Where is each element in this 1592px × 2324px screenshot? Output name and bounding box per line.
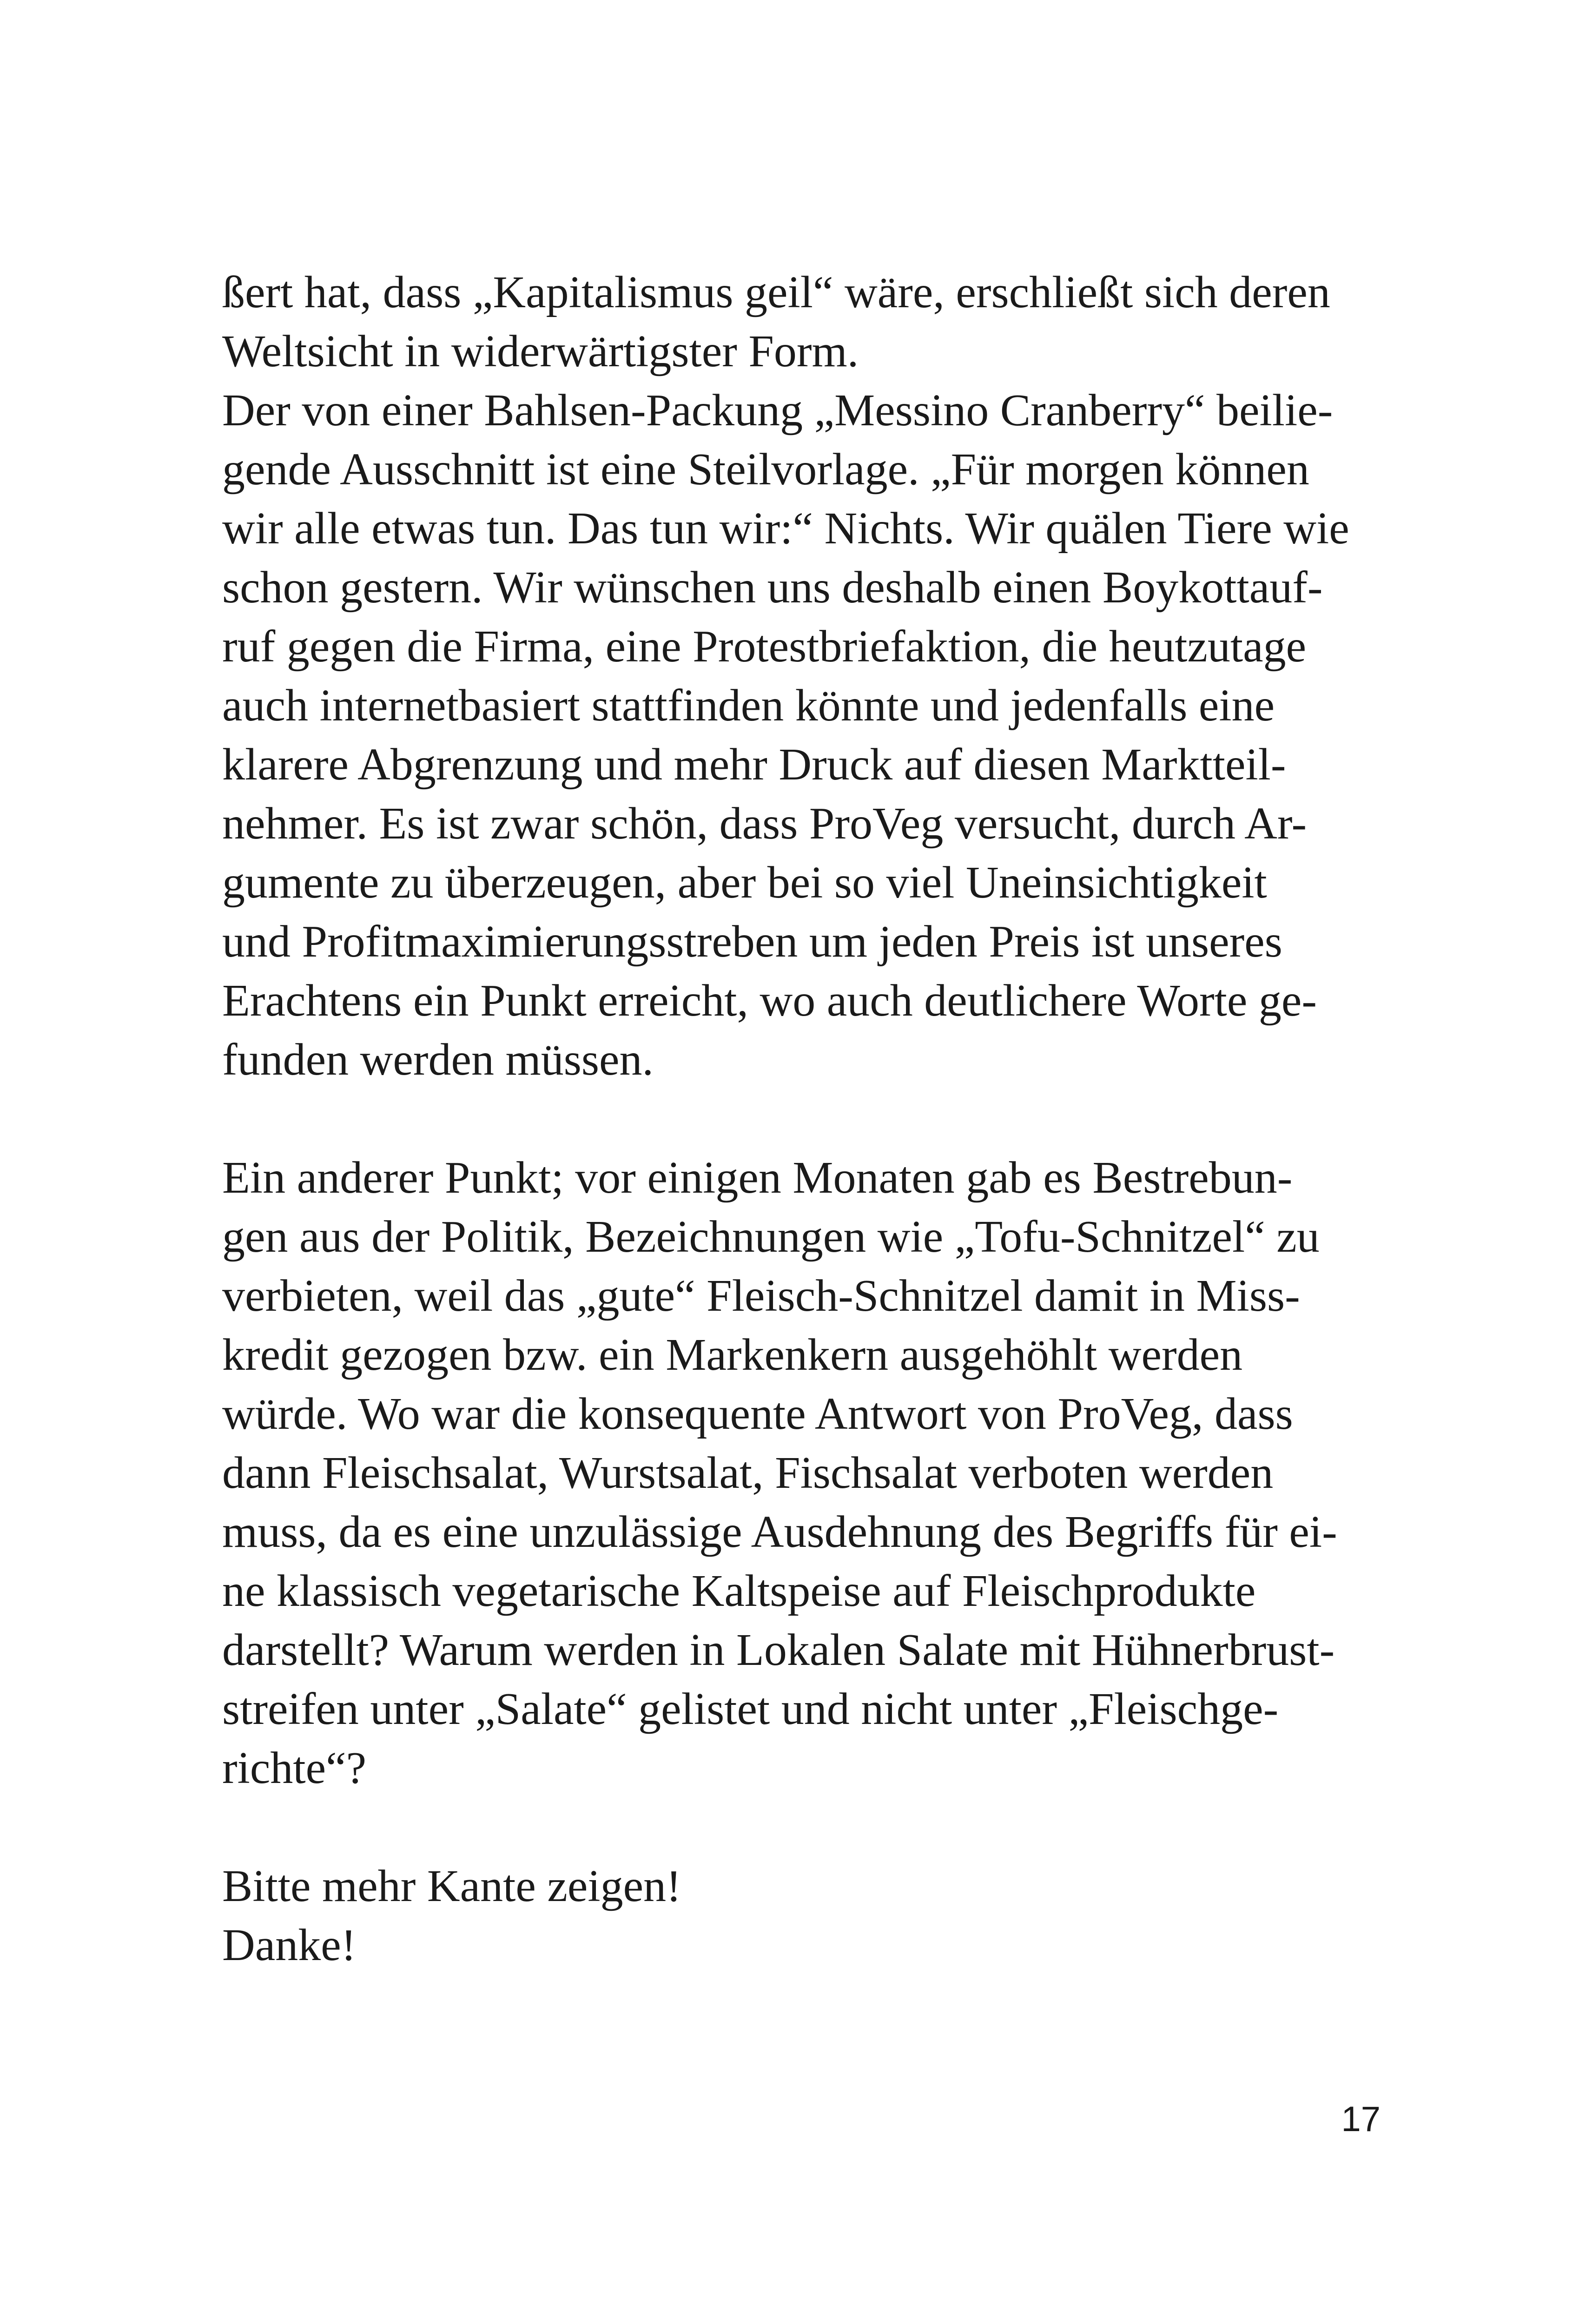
text-line: wir alle etwas tun. Das tun wir:“ Nichts. Wir quälen Tiere wie (222, 503, 1349, 554)
text-line: gen aus der Politik, Bezeichnungen wie „Tofu-Schnitzel“ zu (222, 1212, 1320, 1262)
text-line: richte“? (222, 1743, 367, 1793)
text-line: funden werden müssen. (222, 1035, 654, 1085)
text-line: klarere Abgrenzung und mehr Druck auf diesen Marktteil- (222, 739, 1286, 790)
text-line: gumente zu überzeugen, aber bei so viel Uneinsichtigkeit (222, 858, 1267, 908)
text-line: schon gestern. Wir wünschen uns deshalb einen Boykottauf- (222, 562, 1323, 613)
text-line: kredit gezogen bzw. ein Markenkern ausgehöhlt werden (222, 1330, 1243, 1380)
paragraph-spacer (222, 1089, 1347, 1149)
text-line: verbieten, weil das „gute“ Fleisch-Schnitzel damit in Miss- (222, 1271, 1300, 1321)
text-line: Ein anderer Punkt; vor einigen Monaten gab es Bestrebun- (222, 1153, 1293, 1203)
paragraph-spacer (222, 1798, 1347, 1857)
text-line: streifen unter „Salate“ gelistet und nicht unter „Fleischge- (222, 1684, 1279, 1734)
text-line: Der von einer Bahlsen-Packung „Messino Cranberry“ beilie- (222, 385, 1333, 436)
text-line: ßert hat, dass „Kapitalismus geil“ wäre, erschließt sich deren (222, 267, 1330, 317)
text-line: Erachtens ein Punkt erreicht, wo auch deutlichere Worte ge- (222, 976, 1317, 1026)
text-line: dann Fleischsalat, Wurstsalat, Fischsalat verboten werden (222, 1448, 1274, 1498)
body-text (222, 263, 1347, 1975)
text-line: ruf gegen die Firma, eine Protestbriefaktion, die heutzutage (222, 621, 1307, 672)
text-line: darstellt? Warum werden in Lokalen Salate mit Hühnerbrust- (222, 1625, 1335, 1675)
text-line: nehmer. Es ist zwar schön, dass ProVeg versucht, durch Ar- (222, 799, 1307, 849)
page-number: 17 (1341, 2100, 1381, 2139)
paragraph-3 (222, 1149, 1347, 1798)
text-line: und Profitmaximierungsstreben um jeden Preis ist unseres (222, 917, 1282, 967)
paragraph-1 (222, 263, 1347, 381)
text-line: Weltsicht in widerwärtigster Form. (222, 326, 859, 376)
text-line: Bitte mehr Kante zeigen! (222, 1861, 681, 1911)
paragraph-2 (222, 381, 1347, 1089)
paragraph-4 (222, 1857, 1347, 1975)
text-line: ne klassisch vegetarische Kaltspeise auf Fleischprodukte (222, 1566, 1256, 1616)
text-line: muss, da es eine unzulässige Ausdehnung des Begriffs für ei- (222, 1507, 1337, 1557)
text-line: gende Ausschnitt ist eine Steilvorlage. „Für morgen können (222, 444, 1309, 495)
text-line: Danke! (222, 1920, 357, 1970)
text-line: auch internetbasiert stattfinden könnte und jedenfalls eine (222, 680, 1275, 731)
text-line: würde. Wo war die konsequente Antwort von ProVeg, dass (222, 1389, 1293, 1439)
